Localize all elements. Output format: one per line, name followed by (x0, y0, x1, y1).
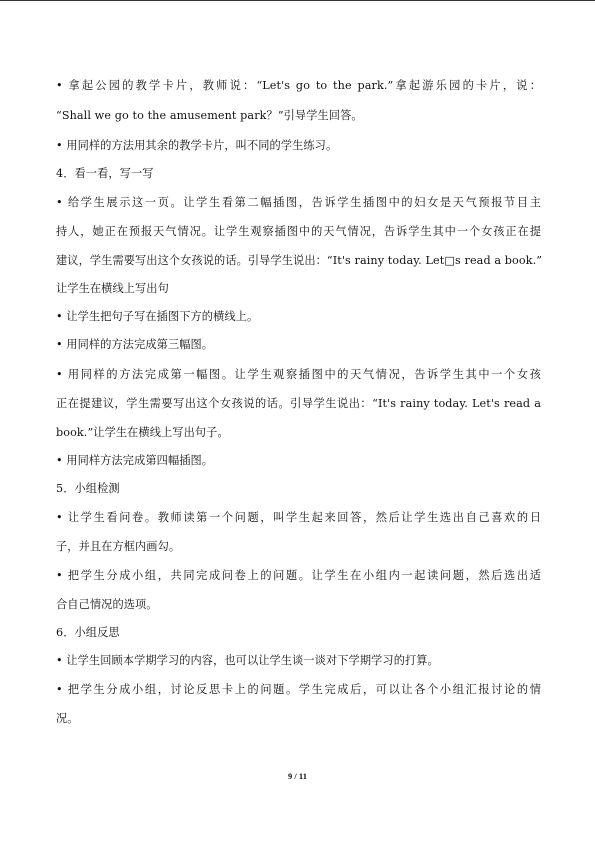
section-heading-6: 6．小组反思 (56, 626, 120, 639)
body-line-3: • 用同样的方法用其余的教学卡片，叫不同的学生练习。 (56, 139, 338, 152)
body-line-18: • 把学生分成小组，共同完成问卷上的问题。让学生在小组内一起读问题，然后选出适 (56, 569, 541, 582)
body-line-13: book.”让学生在横线上写出句子。 (56, 426, 229, 439)
page-number: 9 / 11 (288, 771, 307, 781)
body-line-5: • 给学生展示这一页。让学生看第二幅插图，告诉学生插图中的妇女是天气预报节目主 (56, 196, 541, 209)
section-heading-5: 5．小组检测 (56, 482, 120, 495)
top-border-line (0, 0, 595, 1)
body-line-1: • 拿起公园的教学卡片，教师说：“Let's go to the park.”拿起游乐园的卡片，说： (56, 79, 541, 92)
body-line-23: 况。 (56, 712, 79, 725)
body-line-12: 正在提建议，学生需要写出这个女孩说的话。引导学生说出：“It's rainy today. Let's read a (56, 397, 541, 410)
body-line-2: “Shall we go to the amusement park？”引导学生回答。 (56, 109, 363, 122)
body-line-6: 持人，她正在预报天气情况。让学生观察插图中的天气情况，告诉学生其中一个女孩正在提 (56, 225, 541, 238)
body-line-9: • 让学生把句子写在插图下方的横线上。 (56, 310, 259, 323)
body-line-22: • 把学生分成小组，讨论反思卡上的问题。学生完成后，可以让各个小组汇报讨论的情 (56, 683, 541, 696)
body-line-10: • 用同样的方法完成第三幅图。 (56, 338, 214, 351)
body-line-14: • 用同样方法完成第四幅插图。 (56, 454, 214, 467)
section-heading-4: 4．看一看，写一写 (56, 167, 154, 180)
body-line-21: • 让学生回顾本学期学习的内容，也可以让学生谈一谈对下学期学习的打算。 (56, 654, 439, 667)
body-line-8: 让学生在横线上写出句 (56, 282, 169, 295)
body-line-16: • 让学生看问卷。教师读第一个问题，叫学生起来回答，然后让学生选出自己喜欢的日 (56, 511, 541, 524)
body-line-11: • 用同样的方法完成第一幅图。让学生观察插图中的天气情况，告诉学生其中一个女孩 (56, 368, 541, 381)
body-line-17: 子，并且在方框内画勾。 (56, 540, 181, 553)
body-line-7: 建议，学生需要写出这个女孩说的话。引导学生说出：“It's rainy today. Let□s read a book.” (56, 254, 543, 267)
body-line-19: 合自己情况的选项。 (56, 598, 158, 611)
